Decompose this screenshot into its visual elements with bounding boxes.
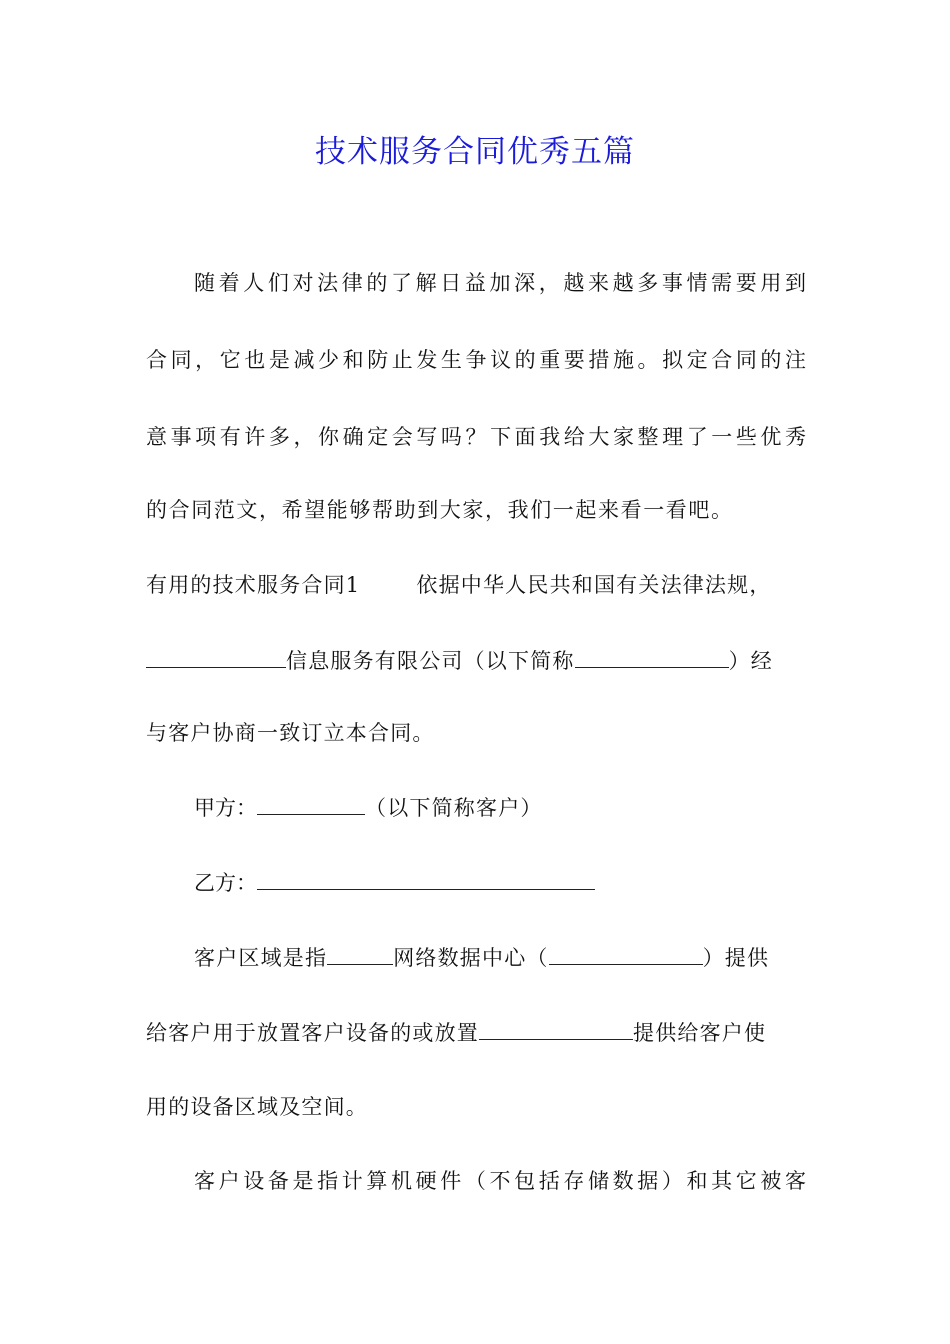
area-text-2: 网络数据中心（ [393,946,549,970]
blank-area-1 [327,942,393,965]
area-line-2a: 给客户用于放置客户设备的或放置 [146,1021,479,1045]
blank-party-a [257,792,365,815]
contract-lead: 依据中华人民共和国有关法律法规， [416,573,772,597]
blank-company-name [146,645,286,668]
party-a-suffix: （以下简称客户） [365,796,543,820]
intro-line-4: 的合同范文，希望能够帮助到大家，我们一起来看一看吧。 [146,498,734,522]
contract-line-3: 与客户协商一致订立本合同。 [146,721,435,745]
area-line-2b: 提供给客户使 [633,1021,767,1045]
blank-area-2 [549,942,703,965]
blank-party-b [257,867,595,890]
document-title: 技术服务合同优秀五篇 [315,134,635,170]
area-text-3: ）提供 [702,946,770,970]
party-a-line [194,792,806,823]
area-line-3: 用的设备区域及空间。 [146,1095,368,1119]
blank-area-3 [479,1017,633,1040]
intro-line-2: 合同，它也是减少和防止发生争议的重要措施。拟定合同的注 [146,348,806,372]
company-text: 信息服务有限公司（以下简称 [286,649,575,673]
party-b-label: 乙方： [194,871,257,895]
intro-line-1: 随着人们对法律的了解日益加深，越来越多事情需要用到 [194,271,806,295]
area-line-2 [146,1017,806,1048]
intro-line-3: 意事项有许多，你确定会写吗？下面我给大家整理了一些优秀 [146,425,806,449]
equipment-line: 客户设备是指计算机硬件（不包括存储数据）和其它被客 [194,1169,806,1193]
party-b-line [194,867,806,898]
company-line [146,645,806,676]
contract-heading: 有用的技术服务合同1 [146,573,361,597]
blank-company-short [575,645,729,668]
area-line-1 [194,942,806,973]
area-text-1: 客户区域是指 [194,946,328,970]
party-a-label: 甲方： [194,796,257,820]
company-end: ）经 [728,649,774,673]
contract-heading-line [146,570,806,600]
